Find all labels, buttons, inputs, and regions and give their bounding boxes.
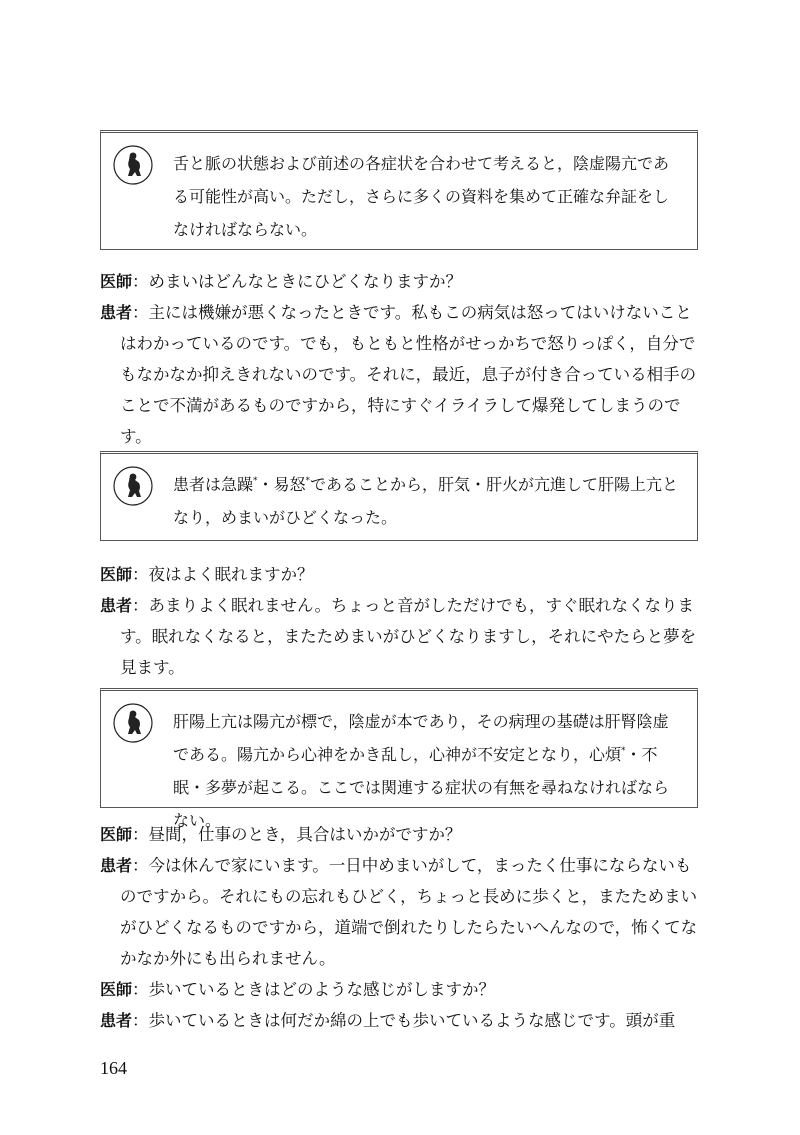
figure-icon — [113, 145, 153, 185]
dialog-line — [100, 974, 700, 1005]
speaker-label: 医師 — [100, 272, 133, 291]
colon: ： — [132, 303, 149, 322]
note-box-2 — [100, 451, 698, 541]
asterisk-mark: * — [305, 476, 311, 486]
colon: ： — [132, 825, 149, 844]
colon: ： — [132, 1011, 149, 1030]
dialog-line — [100, 850, 700, 974]
note-box-3 — [100, 688, 698, 830]
dialog-line — [100, 590, 700, 683]
dialog-text: 歩いているときはどのような感じがしますか？ — [148, 980, 496, 999]
figure-icon — [113, 466, 153, 506]
speaker-label: 患者 — [100, 1011, 133, 1030]
colon: ： — [132, 856, 149, 875]
dialog-text: 主には機嫌が悪くなったときです。私もこの病気は怒ってはいけないことはわかっているのです。でも，もともと性格がせっかちで怒りっぽく，自分でもなかなか抑えきれないのです。それに，最近，息子が付き合っている相手のことで不満があるものですから，特にすぐイライラして爆発してしまうのです。 — [120, 303, 697, 446]
colon: ： — [132, 596, 149, 615]
dialog-line — [100, 819, 700, 850]
speaker-label: 患者 — [100, 303, 133, 322]
note-text-part: 患者は急躁 — [173, 475, 254, 494]
dialog-text: 歩いているときは何だか綿の上でも歩いているような感じです。頭が重 — [148, 1011, 676, 1030]
asterisk-mark: * — [253, 476, 258, 486]
figure-icon — [113, 703, 153, 743]
note-text-part: ・不眠・多夢が起こる。ここでは関連する症状の有無を尋ねなければならない。 — [173, 745, 670, 830]
speaker-label: 医師 — [100, 565, 133, 584]
note-box-1 — [100, 130, 698, 250]
dialog-text: 今は休んで家にいます。一日中めまいがして，まったく仕事にならないものですから。それにもの忘れもひどく，ちょっと長めに歩くと，またためまいがひどくなるものですから，道端で倒れたりしたらたいへんなので，怖くてなかなか外にも出られません。 — [120, 856, 698, 968]
speaker-label: 医師 — [100, 825, 133, 844]
dialog-text: 昼間，仕事のとき，具合はいかがですか？ — [148, 825, 462, 844]
asterisk-mark: * — [621, 746, 626, 756]
note-text-part: 肝陽上亢は陽亢が標で，陰虚が本であり，その病理の基礎は肝腎陰虚である。陽亢から心神をかき乱し，心神が不安定となり，心煩 — [173, 712, 669, 764]
note-text: 舌と脈の状態および前述の各症状を合わせて考えると，陰虚陽亢である可能性が高い。ただし，さらに多くの資料を集めて正確な弁証をしなければならない。 — [173, 154, 670, 239]
note-text — [173, 705, 683, 837]
dialog-line — [100, 1005, 700, 1036]
colon: ： — [132, 980, 149, 999]
speaker-label: 患者 — [100, 596, 133, 615]
note-text-part: ・易怒 — [257, 475, 306, 494]
dialog-block-3 — [100, 819, 700, 1036]
dialog-block-2 — [100, 559, 700, 683]
dialog-text: あまりよく眠れません。ちょっと音がしただけでも，すぐ眠れなくなります。眠れなくなると，またためまいがひどくなりますし，それにやたらと夢を見ます。 — [120, 596, 697, 677]
note-text — [173, 468, 683, 534]
colon: ： — [132, 565, 149, 584]
page-number: 164 — [100, 1058, 127, 1078]
colon: ： — [132, 272, 149, 291]
dialog-text: めまいはどんなときにひどくなりますか？ — [148, 272, 463, 291]
dialog-line — [100, 297, 700, 452]
note-text-part: であることから，肝気・肝火が亢進して肝陽上亢となり，めまいがひどくなった。 — [173, 475, 679, 527]
dialog-block-1 — [100, 266, 700, 452]
speaker-label: 医師 — [100, 980, 133, 999]
dialog-line — [100, 266, 700, 297]
dialog-line — [100, 559, 700, 590]
speaker-label: 患者 — [100, 856, 133, 875]
dialog-text: 夜はよく眠れますか？ — [148, 565, 314, 584]
